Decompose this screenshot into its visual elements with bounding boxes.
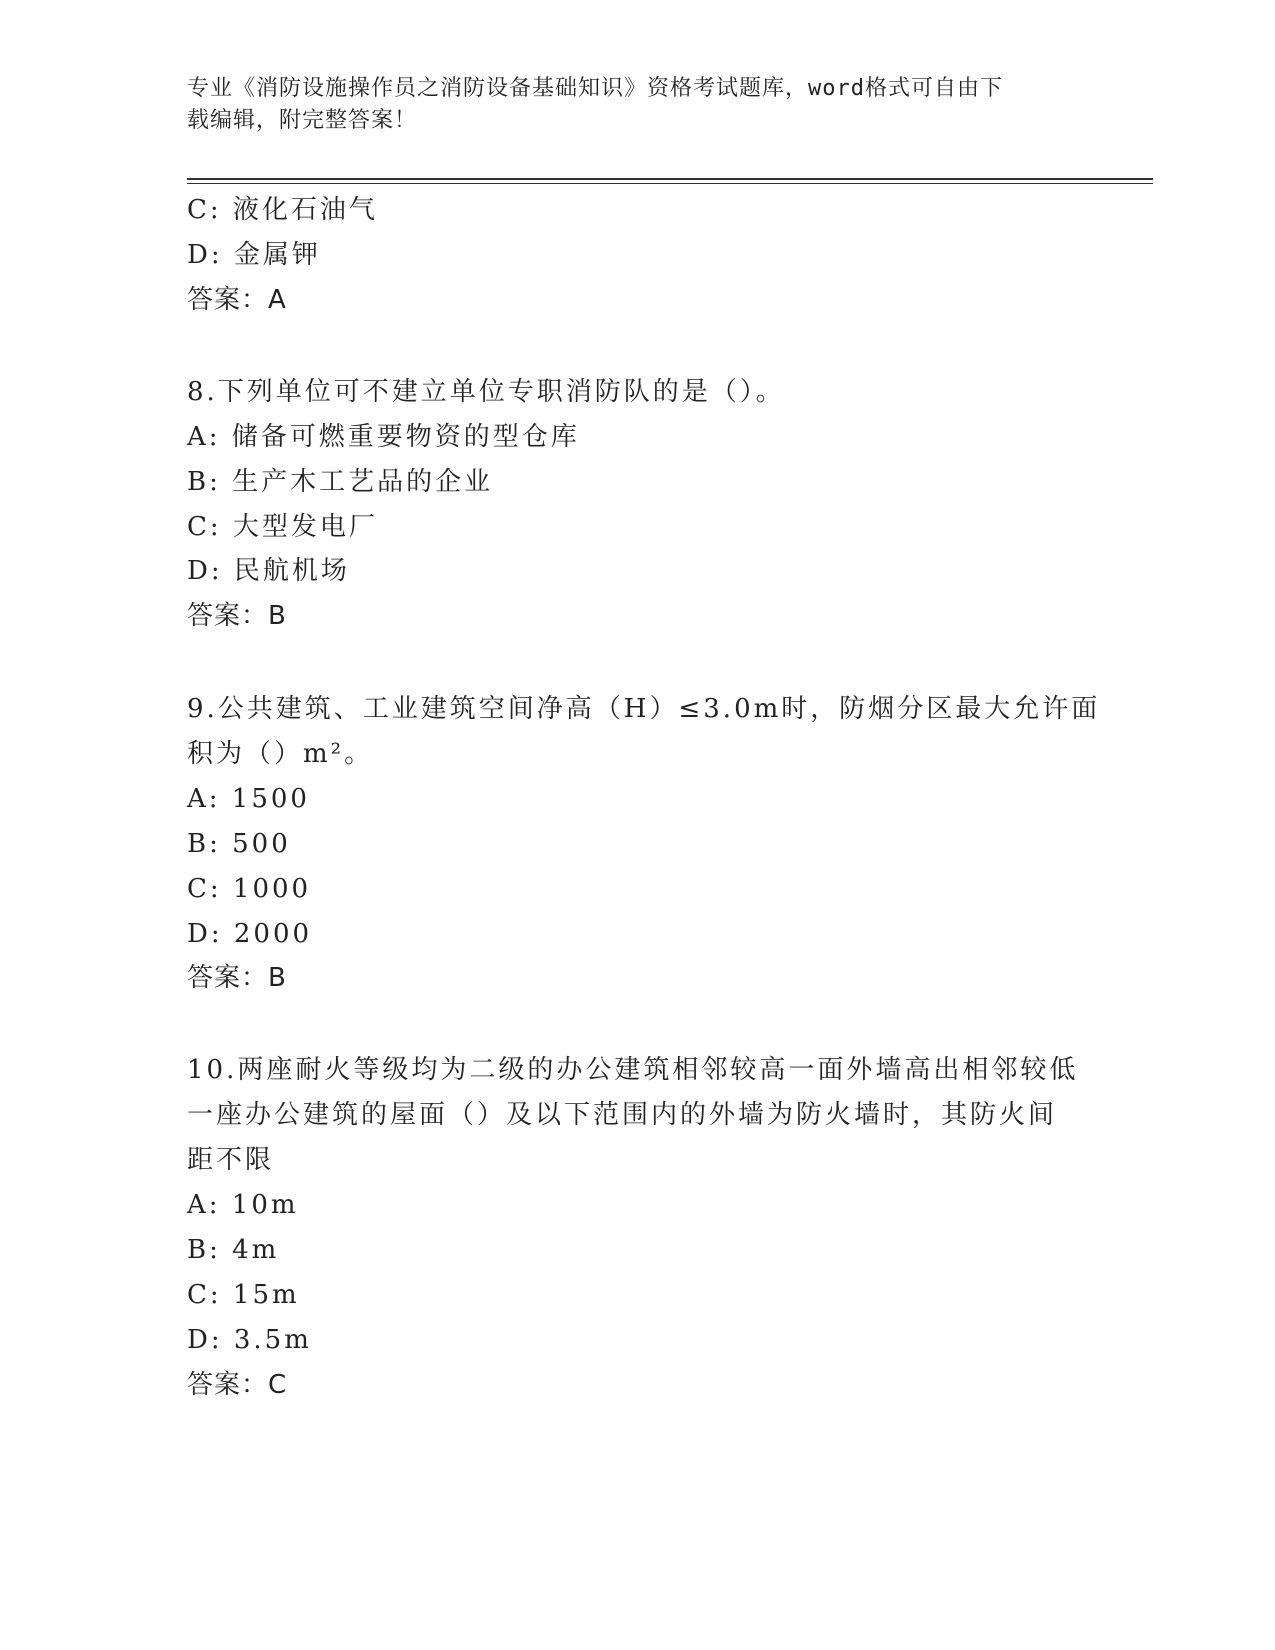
header-divider-thick <box>187 178 1153 180</box>
document-header <box>187 73 1067 137</box>
q10-stem-line-3: 距不限 <box>187 1145 275 1175</box>
q8-option-d: D: 民航机场 <box>187 556 350 586</box>
prev-option-c: C: 液化石油气 <box>187 195 378 225</box>
prev-option-d: D: 金属钾 <box>187 240 321 270</box>
q10-option-b: B: 4m <box>187 1235 280 1265</box>
q10-option-d: D: 3.5m <box>187 1325 312 1355</box>
q10-stem-line-2: 一座办公建筑的屋面（）及以下范围内的外墙为防火墙时，其防火间 <box>187 1100 1058 1130</box>
q8-option-a: A: 储备可燃重要物资的型仓库 <box>187 422 580 452</box>
prev-answer: 答案：A <box>187 285 287 315</box>
header-line-1: 专业《消防设施操作员之消防设备基础知识》资格考试题库，word格式可自由下 <box>187 76 1003 101</box>
header-divider-thin <box>187 183 1153 184</box>
q8-option-b: B: 生产木工艺品的企业 <box>187 467 494 497</box>
q8-stem: 8.下列单位可不建立单位专职消防队的是（）。 <box>187 377 785 407</box>
q9-stem-line-1: 9.公共建筑、工业建筑空间净高（H）≤3.0m时，防烟分区最大允许面 <box>187 694 1101 724</box>
q8-answer: 答案：B <box>187 601 287 631</box>
q10-option-c: C: 15m <box>187 1280 300 1310</box>
q9-option-d: D: 2000 <box>187 919 313 949</box>
q9-stem-line-2: 积为（）m²。 <box>187 739 374 769</box>
q9-option-c: C: 1000 <box>187 874 312 904</box>
q10-answer: 答案：C <box>187 1370 288 1400</box>
q10-stem-line-1: 10.两座耐火等级均为二级的办公建筑相邻较高一面外墙高出相邻较低 <box>187 1055 1079 1085</box>
q9-option-a: A: 1500 <box>187 784 310 814</box>
q10-option-a: A: 10m <box>187 1190 299 1220</box>
q9-answer: 答案：B <box>187 963 287 993</box>
header-line-2: 载编辑，附完整答案！ <box>187 108 418 133</box>
q9-option-b: B: 500 <box>187 829 291 859</box>
q8-option-c: C: 大型发电厂 <box>187 512 378 542</box>
